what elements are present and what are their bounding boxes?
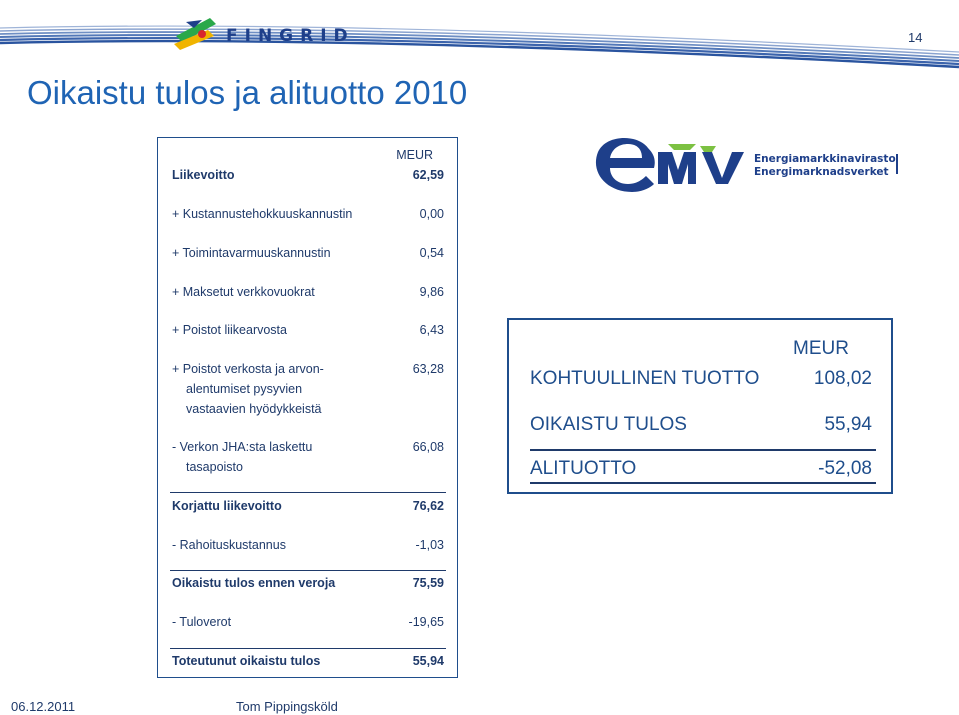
row-label: + Kustannustehokkuuskannustin [172,207,353,221]
emv-name-sv: Energimarknadsverket [754,166,889,178]
row-value: 62,59 [412,168,444,182]
row-value: 63,28 [412,362,444,376]
row-value: 108,02 [813,368,872,389]
row-label: + Poistot liikearvosta [172,323,287,337]
divider [170,492,446,493]
row-value: 6,43 [419,323,444,337]
brand-name: FINGRID [226,26,355,46]
row-label-line2: alentumiset pysyvien [186,382,303,396]
emv-logo-icon [592,130,752,194]
row-label: - Tuloverot [172,615,232,629]
calculation-table [157,137,458,678]
fingrid-logo-icon [172,14,232,54]
row-label-line2: tasapoisto [186,460,243,474]
page-title: Oikaistu tulos ja alituotto 2010 [27,74,468,111]
row-value: 0,54 [419,246,444,260]
row-value: -1,03 [415,538,444,552]
divider [530,482,876,484]
slide-number: 14 [908,30,923,45]
divider [530,449,876,451]
row-value: 76,62 [412,499,444,513]
row-label: Korjattu liikevoitto [172,499,282,513]
row-label: KOHTUULLINEN TUOTTO [530,368,760,389]
emv-name-fi: Energiamarkkinavirasto [754,153,896,165]
divider [170,570,446,571]
row-label: OIKAISTU TULOS [530,414,687,435]
row-value: 0,00 [419,207,444,221]
row-value: 55,94 [412,654,444,668]
row-label: + Poistot verkosta ja arvon- [172,362,324,376]
row-value: 9,86 [419,285,444,299]
row-value: -19,65 [408,615,444,629]
row-label: Liikevoitto [172,168,235,182]
row-value: 55,94 [824,414,872,435]
row-value: 75,59 [412,576,444,590]
unit-label: MEUR [396,148,433,162]
emv-name [754,153,896,179]
summary-box [507,318,893,494]
row-value: 66,08 [412,440,444,454]
row-label: + Toimintavarmuuskannustin [172,246,331,260]
header-swoosh [0,0,959,70]
row-label-line3: vastaavien hyödykkeistä [186,402,322,416]
row-label: + Maksetut verkkovuokrat [172,285,315,299]
row-label: Toteutunut oikaistu tulos [172,654,321,668]
emv-divider [896,154,898,174]
footer-date: 06.12.2011 [11,699,76,714]
row-label: - Rahoituskustannus [172,538,286,552]
unit-label: MEUR [793,338,849,359]
row-value: -52,08 [818,458,872,479]
footer-author: Tom Pippingsköld [236,699,338,714]
row-label: - Verkon JHA:sta laskettu [172,440,313,454]
row-label: ALITUOTTO [530,458,637,479]
divider [170,648,446,649]
row-label: Oikaistu tulos ennen veroja [172,576,336,590]
